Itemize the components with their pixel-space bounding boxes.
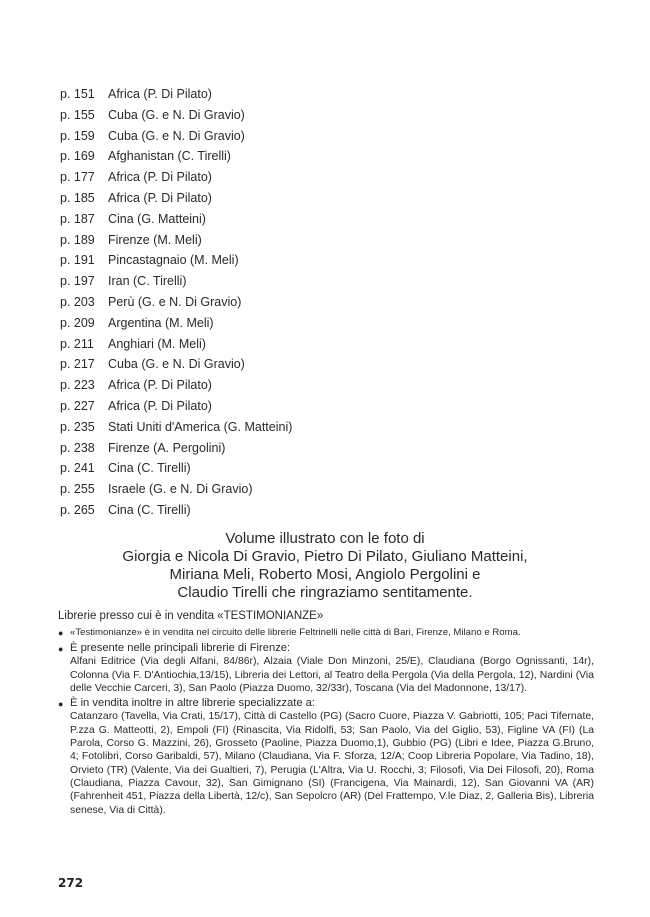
credit-row xyxy=(60,146,460,167)
bookstore-intro: È in vendita inoltre in altre librerie specializzate a: xyxy=(70,697,316,710)
credit-page: p. 155 xyxy=(60,107,95,122)
credit-page: p. 227 xyxy=(60,398,95,413)
credit-page: p. 209 xyxy=(60,315,95,330)
credit-row xyxy=(60,188,460,209)
bookstore-text: «Testimonianze» è in vendita nel circuito delle librerie Feltrinelli nelle città di Bari, Firenze, Milano e Roma. xyxy=(70,627,521,638)
credit-page: p. 159 xyxy=(60,128,95,143)
credit-desc: Cina (G. Matteini) xyxy=(108,211,206,226)
credit-page: p. 185 xyxy=(60,190,95,205)
credit-desc: Cina (C. Tirelli) xyxy=(108,461,191,476)
credit-desc: Stati Uniti d'America (G. Matteini) xyxy=(108,419,293,434)
credit-row xyxy=(60,209,460,230)
credit-desc: Iran (C. Tirelli) xyxy=(108,274,187,289)
credit-page: p. 217 xyxy=(60,357,95,372)
credit-desc: Cuba (G. e N. Di Gravio) xyxy=(108,128,245,143)
credit-row xyxy=(60,458,460,479)
credit-page: p. 255 xyxy=(60,482,95,497)
credit-desc: Cuba (G. e N. Di Gravio) xyxy=(108,107,245,122)
credit-row xyxy=(60,375,460,396)
bullet-dot-icon: ● xyxy=(58,699,64,710)
credit-desc: Firenze (A. Pergolini) xyxy=(108,440,226,455)
credit-desc: Israele (G. e N. Di Gravio) xyxy=(108,482,253,497)
credit-row xyxy=(60,417,460,438)
credit-row xyxy=(60,438,460,459)
page-number: 272 xyxy=(58,876,84,890)
credit-page: p. 169 xyxy=(60,149,95,164)
volume-note-line: Miriana Meli, Roberto Mosi, Angiolo Pergolini e xyxy=(169,566,481,583)
volume-note-line: Giorgia e Nicola Di Gravio, Pietro Di Pilato, Giuliano Matteini, xyxy=(122,548,528,565)
credit-desc: Africa (P. Di Pilato) xyxy=(108,170,212,185)
credit-desc: Firenze (M. Meli) xyxy=(108,232,202,247)
credit-row xyxy=(60,313,460,334)
credit-desc: Anghiari (M. Meli) xyxy=(108,336,206,351)
bullet-dot-icon: ● xyxy=(58,644,64,654)
credit-page: p. 241 xyxy=(60,461,95,476)
bookstore-bullet-firenze xyxy=(58,642,594,695)
volume-note-line: Volume illustrato con le foto di xyxy=(225,530,425,547)
credit-row xyxy=(60,250,460,271)
credit-desc: Cina (C. Tirelli) xyxy=(108,502,191,517)
bookstore-intro: È presente nelle principali librerie di Firenze: xyxy=(70,642,291,654)
credit-desc: Afghanistan (C. Tirelli) xyxy=(108,149,231,164)
bookstore-bullet-feltrinelli xyxy=(58,626,594,640)
credit-page: p. 197 xyxy=(60,274,95,289)
credit-page: p. 187 xyxy=(60,211,95,226)
credit-desc: Pincastagnaio (M. Meli) xyxy=(108,253,239,268)
credit-row xyxy=(60,500,460,521)
credit-desc: Africa (P. Di Pilato) xyxy=(108,87,212,101)
credit-row xyxy=(60,84,460,105)
credit-desc: Africa (P. Di Pilato) xyxy=(108,190,212,205)
bookstores-heading: Librerie presso cui è in vendita «TESTIMONIANZE» xyxy=(58,610,324,622)
credit-desc: Perù (G. e N. Di Gravio) xyxy=(108,294,242,309)
credit-row xyxy=(60,167,460,188)
bullet-dot-icon: ● xyxy=(58,628,64,638)
credit-row xyxy=(60,271,460,292)
credit-row xyxy=(60,396,460,417)
credit-desc: Cuba (G. e N. Di Gravio) xyxy=(108,357,245,372)
credit-page: p. 203 xyxy=(60,294,95,309)
bookstores-section xyxy=(58,609,594,819)
credit-page: p. 238 xyxy=(60,440,95,455)
bookstore-text: Catanzaro (Tavella, Via Crati, 15/17), Città di Castello (PG) (Sacro Cuore, Piazza V. Gabriotti, 105; Paci Tifernate, P.zza G. Matteotti, 2), Empoli (FI) (Rinascita, Via Ridolfi, 53; San Paolo, Via del Giglio, 53), Figline VA (FI) (La Parola, Corso G. Mazzini, 26), Grosseto (Paoline, Piazza Duomo,1), Gubbio (PG) (Libri e Idee, Piazza G.Bruno, 4; Fotolibri, Corso Garibaldi, 57), Milano (Claudiana, Via F. Sforza, 12/A; Coop Libreria Popolare, Via Tadino, 18), Orvieto (TR) (Valente, Via dei Gualtieri, 7), Perugia (L'Altra, Via U. Rocchi, 3; Filosofi, Via Dei Filosofi, 20), Roma (Claudiana, Piazza Cavour, 32), San Gimignano (SI) (Francigena, Via Mainardi, 12), San Giovanni VA (AR) (Fahrenheit 451, Piazza della Libertà, 12/c), San Sepolcro (AR) (Del Frattempo, V.le Diaz, 2, Galleria Bis), Libreria senese, Via di Città). xyxy=(70,711,595,816)
credit-page: p. 235 xyxy=(60,419,95,434)
credit-row xyxy=(60,105,460,126)
credit-row xyxy=(60,126,460,147)
credit-page: p. 189 xyxy=(60,232,95,247)
credit-row xyxy=(60,334,460,355)
credit-page: p. 265 xyxy=(60,502,95,517)
credit-row xyxy=(60,230,460,251)
credit-page: p. 191 xyxy=(60,253,95,268)
credit-row xyxy=(60,292,460,313)
volume-photo-note xyxy=(60,530,590,602)
credit-desc: Africa (P. Di Pilato) xyxy=(108,398,212,413)
volume-note-line: Claudio Tirelli che ringraziamo sentitamente. xyxy=(177,584,473,601)
credit-desc: Africa (P. Di Pilato) xyxy=(108,378,212,393)
credit-page: p. 177 xyxy=(60,170,95,185)
credit-row xyxy=(60,354,460,375)
credit-desc: Argentina (M. Meli) xyxy=(108,315,214,330)
bookstore-bullet-other xyxy=(58,697,594,817)
credit-page: p. 151 xyxy=(60,87,95,101)
credit-row xyxy=(60,479,460,500)
photo-credits-list xyxy=(60,84,460,521)
credit-page: p. 211 xyxy=(60,336,94,351)
credit-page: p. 223 xyxy=(60,378,95,393)
bookstore-text: Alfani Editrice (Via degli Alfani, 84/86r), Alzaia (Viale Don Minzoni, 25/E), Claudiana (Borgo Ognissanti, 14r), Colonna (Via F. D'Antiochia,13/15), Libreria dei Lettori, al Teatro della Pergola (Via della Pergola, 12), Nardini (Via delle Vecchie Carceri, 3), San Paolo (Piazza Duomo, 32/33r), Toscana (Via del Madonnone, 13/17). xyxy=(70,656,594,694)
